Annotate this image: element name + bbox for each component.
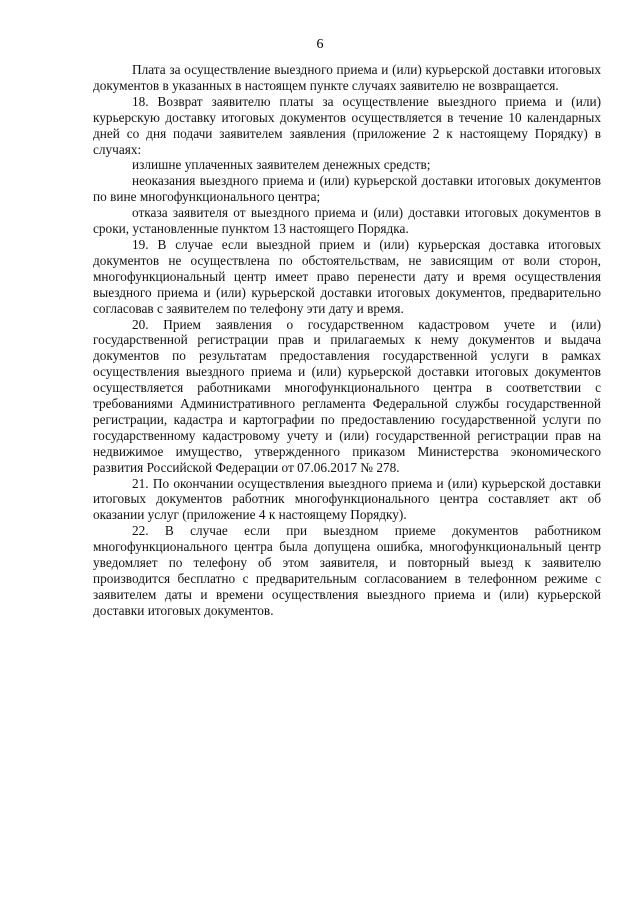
paragraph-refund-case-overpaid: излишне уплаченных заявителем денежных средств; bbox=[132, 157, 431, 173]
paragraph-refund-case-refusal: отказа заявителя от выездного приема и (или) доставки итоговых документов в сроки, установленные пунктом 13 настоящего Порядка. bbox=[93, 205, 601, 237]
paragraph-refund-case-not-provided: неоказания выездного приема и (или) курьерской доставки итоговых документов по вине многофункционального центра; bbox=[93, 173, 601, 205]
paragraph-20-reception: 20. Прием заявления о государственном кадастровом учете и (или) государственной регистрации прав и прилагаемых к нему документов и выдача документов по результатам предоставления государственной услуги в рамках осуществления выездного приема и (или) курьерской доставки итоговых документов осуществляется работниками многофункционального центра в соответствии с требованиями Административного регламента Федеральной службы государственной регистрации, кадастра и картографии по предоставлению государственной услуги по государственному кадастровому учету и (или) государственной регистрации прав на недвижимое имущество, утвержденного приказом Министерства экономического развития Российской Федерации от 07.06.2017 № 278. bbox=[93, 316, 601, 475]
page-number: 6 bbox=[316, 37, 324, 52]
document-body bbox=[93, 62, 601, 619]
paragraph-19-reschedule: 19. В случае если выездной прием и (или) курьерская доставка итоговых документов не осуществлена по обстоятельствам, не зависящим от воли сторон, многофункциональный центр имеет право перенести дату и время осуществления выездного приема и (или) курьерской доставки итоговых документов, предварительно согласовав с заявителем по телефону эти дату и время. bbox=[93, 236, 601, 316]
paragraph-fee-not-returned: Плата за осуществление выездного приема и (или) курьерской доставки итоговых документов в указанных в настоящем пункте случаях заявителю не возвращается. bbox=[93, 62, 601, 93]
paragraph-22-error: 22. В случае если при выездном приеме документов работником многофункционального центра была допущена ошибка, многофункциональный центр уведомляет по телефону об этом заявителя, и повторный выезд к заявителю производится бесплатно с предварительным согласованием в телефонном режиме с заявителем даты и времени осуществления выездного приема и (или) курьерской доставки итоговых документов. bbox=[93, 523, 601, 618]
paragraph-21-act: 21. По окончании осуществления выездного приема и (или) курьерской доставки итоговых документов работник многофункционального центра составляет акт об оказании услуг (приложение 4 к настоящему Порядку). bbox=[93, 475, 601, 523]
paragraph-18-refund: 18. Возврат заявителю платы за осуществление выездного приема и (или) курьерскую доставку итоговых документов осуществляется в течение 10 календарных дней со дня подачи заявителем заявления (приложение 2 к настоящему Порядку) в случаях: bbox=[93, 93, 601, 157]
